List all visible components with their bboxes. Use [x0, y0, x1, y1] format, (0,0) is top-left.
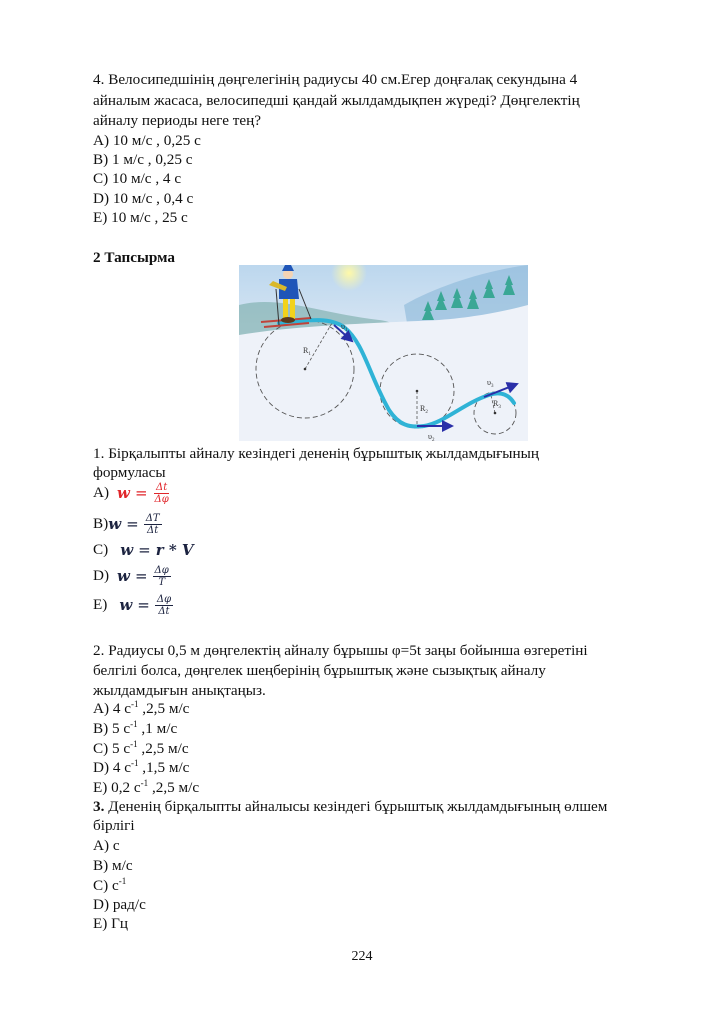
q2-option-e: [93, 778, 199, 797]
q1-option-d: [93, 561, 171, 591]
formula-lhs: w: [117, 567, 130, 585]
q2-option-c: [93, 739, 189, 758]
option-text: ,1,5 м/с: [138, 759, 190, 776]
q1-option-e-label: E): [93, 596, 108, 613]
formula-lhs: w: [120, 541, 134, 559]
task4-option-d: D) 10 м/с , 0,4 с: [93, 190, 194, 207]
option-text: A) 4 с: [93, 700, 131, 717]
q1-question-line-1: 1. Бірқалыпты айналу кезіндегі дененің бұрыштық жылдамдығының: [93, 445, 539, 462]
label-v1: $\upsilon_1$: [341, 322, 348, 333]
task4-question-line-2: айналым жасаса, велосипедші қандай жылдамдықпен жүреді? Дөңгелектің: [93, 92, 580, 109]
option-exponent: -1: [118, 876, 127, 886]
label-r2: $R_2$: [420, 404, 428, 415]
q1-option-a-label: A): [93, 484, 110, 501]
label-v3: $\upsilon_3$: [487, 378, 494, 389]
q2-question-line-1: 2. Радиусы 0,5 м дөңгелектің айналу бұрышы φ=5t заңы бойынша өзгеретіні: [93, 642, 588, 659]
label-v2: $\upsilon_2$: [428, 432, 435, 441]
q3-option-e: E) Гц: [93, 915, 129, 932]
formula-equals: =: [126, 515, 139, 533]
q3-question-line-2: бірлігі: [93, 817, 135, 834]
label-r3: $R_3$: [493, 399, 501, 410]
option-text: E) 0,2 с: [93, 779, 141, 796]
option-exponent: -1: [130, 758, 139, 768]
q3-question-line-1: [93, 797, 607, 816]
center-r3: [494, 412, 497, 415]
task4-option-e: E) 10 м/с , 25 с: [93, 209, 188, 226]
label-r1: $R_1$: [303, 346, 311, 357]
formula-lhs: w: [108, 515, 122, 533]
task4-question-line-3: айналу периоды неге тең?: [93, 112, 261, 129]
formula-lhs: w: [119, 596, 133, 614]
q3-option-c: [93, 876, 126, 895]
formula-equals: =: [138, 541, 151, 559]
q2-option-d: [93, 758, 189, 777]
formula-rhs: r * V: [155, 541, 194, 559]
option-text: B) 5 с: [93, 720, 131, 737]
formula-equals: =: [134, 567, 148, 585]
option-text: ,2,5 м/с: [137, 740, 189, 757]
q2-option-a: [93, 699, 189, 718]
fraction-numerator: Δφ: [154, 564, 169, 576]
fraction-denominator: T: [158, 576, 165, 588]
q1-option-c-label: C): [93, 541, 109, 558]
center-r2: [416, 390, 419, 393]
option-exponent: -1: [130, 739, 138, 749]
option-text: ,1 м/с: [137, 720, 178, 737]
formula-fraction: [153, 482, 171, 505]
formula-equals: =: [137, 596, 150, 614]
q3-option-d: D) рад/с: [93, 896, 146, 913]
fraction-numerator: Δφ: [156, 593, 172, 605]
fraction-numerator: Δt: [156, 481, 168, 493]
q3-option-a: A) с: [93, 837, 120, 854]
fraction-denominator: Δt: [158, 605, 170, 617]
q3-number: 3.: [93, 798, 105, 815]
formula-fraction: [155, 594, 173, 617]
formula-fraction: [144, 513, 162, 536]
formula-equals: =: [134, 484, 148, 502]
q1-option-d-label: D): [93, 567, 110, 584]
q3-option-b: B) м/с: [93, 857, 133, 874]
page-number: 224: [351, 949, 373, 964]
q2-question-line-2: белгілі болса, дөңгелек шеңберінің бұрыштық және сызықтық айналу: [93, 662, 546, 679]
option-exponent: -1: [130, 719, 138, 729]
option-text: ,2,5 м/с: [138, 700, 190, 717]
q1-option-a: [93, 478, 171, 508]
fraction-denominator: Δt: [147, 524, 159, 536]
section-title: 2 Тапсырма: [93, 249, 175, 266]
fraction-numerator: ΔT: [145, 512, 160, 524]
q3-question-text: Дененің бірқалыпты айналысы кезіндегі бұрыштық жылдамдығының өлшем: [104, 798, 608, 815]
task4-option-a: A) 10 м/с , 0,25 с: [93, 132, 201, 149]
option-exponent: -1: [130, 699, 139, 709]
center-r1: [304, 368, 307, 371]
formula-lhs: w: [117, 484, 130, 502]
q1-option-b-label: B): [93, 515, 109, 532]
option-text: C) 5 с: [93, 740, 131, 757]
option-text: C) с: [93, 877, 119, 894]
task4-question-line-1: 4. Велосипедшінің дөңгелегінің радиусы 40 см.Егер доңғалақ секундына 4: [93, 71, 578, 88]
q1-option-e: [93, 590, 173, 620]
skier-figure: [239, 265, 528, 441]
task4-option-b: B) 1 м/с , 0,25 с: [93, 151, 193, 168]
fraction-denominator: Δφ: [154, 493, 169, 505]
q2-option-b: [93, 719, 177, 738]
option-exponent: -1: [140, 778, 149, 788]
q2-question-line-3: жылдамдығын анықтаңыз.: [93, 682, 266, 699]
formula-fraction: [153, 565, 171, 588]
option-text: ,2,5 м/с: [148, 779, 200, 796]
q1-question-line-2: формуласы: [93, 464, 166, 481]
task4-option-c: C) 10 м/с , 4 с: [93, 170, 182, 187]
option-text: D) 4 с: [93, 759, 131, 776]
